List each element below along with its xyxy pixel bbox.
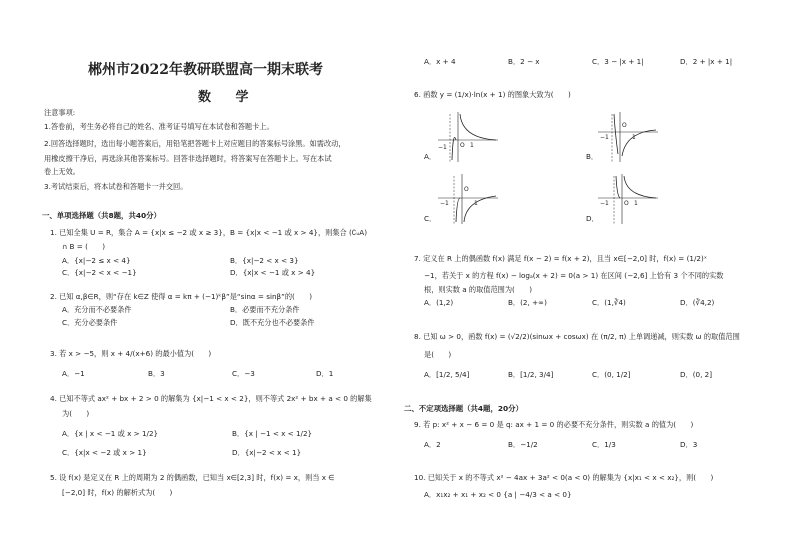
q9-option-a: A．2 (424, 440, 441, 449)
curve-right (464, 196, 496, 222)
curve-right (624, 176, 656, 198)
q4-stem-line1: 4. 已知不等式 ax² + bx + 2 > 0 的解集为 {x|−1 < x < 2}，则不等式 2x² + bx + a < 0 的解集 (50, 394, 372, 403)
notice-line-5: 3.考试结束后，将本试卷和答题卡一并交回。 (44, 182, 188, 191)
q2-option-a: A．充分而不必要条件 (62, 305, 132, 314)
q9-stem: 9. 若 p: x² + x − 6 = 0 是 q: ax + 1 = 0 的必要不充分条件，则实数 a 的值为( ) (414, 420, 694, 429)
q8-option-c: C．(0, 1/2] (592, 370, 631, 379)
tick-origin: O (464, 186, 469, 193)
q2-option-c: C．充分必要条件 (62, 318, 118, 327)
curve-left (452, 138, 456, 161)
tick-origin: O (460, 142, 465, 149)
section-2-heading: 二、不定项选择题（共4题，20分） (404, 404, 523, 413)
tick-origin: O (622, 122, 627, 129)
q5-option-d: D．2 + |x + 1| (680, 57, 733, 66)
q8-stem-line1: 8. 已知 ω > 0，函数 f(x) = (√2/2)(sinωx + cosωx) 在 (π/2, π) 上单调递减，则实数 ω 的取值范围 (414, 332, 740, 341)
q3-option-b: B．3 (148, 369, 165, 378)
q5-option-a: A．x + 4 (424, 57, 456, 66)
section-1-heading: 一、单项选择题（共8题，共40分） (42, 211, 161, 220)
q9-option-b: B．−1/2 (508, 440, 538, 449)
q7-option-b: B．(2, +∞) (508, 298, 547, 307)
q6-option-b-label: B． (586, 152, 599, 161)
tick-origin: O (624, 200, 629, 207)
q1-option-d: D．{x|x < −1 或 x > 4} (230, 268, 316, 277)
q4-option-b: B．{x | −1 < x < 1/2} (232, 429, 313, 438)
curve-left (614, 114, 618, 154)
q6-graph-b (596, 110, 660, 164)
q8-option-b: B．[1/2, 3/4] (508, 370, 554, 379)
q6-graph-a (436, 110, 500, 164)
q4-option-c: C．{x|x < −2 或 x > 1} (62, 448, 147, 457)
curve-left (616, 176, 620, 198)
q3-option-c: C．−3 (232, 369, 255, 378)
q2-option-d: D．既不充分也不必要条件 (230, 318, 315, 327)
notice-line-2: 2.回答选择题时，选出每小题答案后，用铅笔把答题卡上对应题目的答案标号涂黑。如需改动， (44, 139, 346, 148)
notice-line-1: 1.答卷前，考生务必将自己的姓名、准考证号填写在本试卷和答题卡上。 (44, 122, 274, 131)
tick-1: 1 (634, 200, 638, 207)
curve-right (460, 114, 496, 140)
q4-option-d: D．{x|−2 < x < 1} (232, 448, 302, 457)
q10-option-a: A．x₁x₂ + x₁ + x₂ < 0 {a | −4/3 < a < 0} (424, 490, 572, 499)
q7-option-c: C．(1,∛4) (592, 298, 626, 307)
q4-stem-line2: 为( ) (62, 409, 90, 418)
q7-stem-line2: −1，若关于 x 的方程 f(x) − logₐ(x + 2) = 0(a > 1) 在区间 (−2,6] 上恰有 3 个不同的实数 (424, 271, 724, 280)
notice-line-3: 用橡皮擦干净后，再选涂其他答案标号。回答非选择题时，将答案写在答题卡上。写在本试 (44, 154, 332, 163)
q6-option-c-label: C． (424, 214, 437, 223)
exam-title: 郴州市2022年教研联盟高一期末联考 (88, 62, 323, 78)
tick-neg1: −1 (600, 200, 609, 207)
q7-option-a: A．(1,2) (424, 298, 454, 307)
q6-graph-d-svg (596, 172, 660, 226)
notice-line-4: 卷上无效。 (44, 167, 80, 176)
q1-option-c: C．{x|−2 < x < −1} (62, 268, 137, 277)
q6-graph-c-svg (436, 172, 500, 226)
q5-option-c: C．3 − |x + 1| (592, 57, 644, 66)
q8-option-a: A．[1/2, 5/4] (424, 370, 470, 379)
q7-stem-line3: 根，则实数 a 的取值范围为( ) (424, 285, 533, 294)
q7-option-d: D．(∛4,2) (680, 298, 715, 307)
q6-option-d-label: D． (586, 214, 599, 223)
tick-neg1: −1 (438, 144, 447, 151)
curve-left (456, 198, 460, 222)
q5-stem-line2: [−2,0] 时，f(x) 的解析式为( ) (62, 488, 173, 497)
q9-option-c: C．1/3 (592, 440, 616, 449)
q1-option-a: A．{x|−2 ≤ x < 4} (62, 256, 131, 265)
q9-option-d: D．3 (680, 440, 698, 449)
q7-stem-line1: 7. 定义在 R 上的偶函数 f(x) 满足 f(x − 2) = f(x + 2)，且当 x∈[−2,0] 时，f(x) = (1/2)ˣ (414, 254, 707, 263)
q3-option-a: A．−1 (62, 369, 85, 378)
q1-stem-line2: ∩ B = ( ) (62, 242, 106, 251)
q3-stem: 3. 若 x > −5，则 x + 4/(x+6) 的最小值为( ) (50, 349, 212, 358)
q1-stem-line1: 1. 已知全集 U = R，集合 A = {x|x ≤ −2 或 x ≥ 3}，B = {x|x < −1 或 x > 4}，则集合 (∁ᵤA) (50, 228, 368, 237)
tick-1: 1 (474, 200, 478, 207)
q4-option-a: A．{x | x < −1 或 x > 1/2} (62, 429, 159, 438)
q6-graph-c (436, 172, 500, 226)
q5-stem-line1: 5. 设 f(x) 是定义在 R 上的周期为 2 的偶函数，已知当 x∈[2,3] 时，f(x) = x，则当 x ∈ (50, 473, 335, 482)
q6-graph-d (596, 172, 660, 226)
q2-option-b: B．必要而不充分条件 (230, 305, 300, 314)
q2-stem: 2. 已知 α,β∈R，则“存在 k∈Z 使得 α = kπ + (−1)ᵏβ”是“sinα = sinβ”的( ) (50, 292, 313, 301)
q8-option-d: D．(0, 2] (680, 370, 713, 379)
tick-neg1: −1 (440, 200, 449, 207)
exam-subject: 数 学 (198, 90, 259, 105)
q1-option-b: B．{x|−2 < x < 3} (230, 256, 299, 265)
q10-stem: 10. 已知关于 x 的不等式 x² − 4ax + 3a² < 0(a < 0) 的解集为 {x|x₁ < x < x₂}，则( ) (414, 473, 714, 482)
tick-1: 1 (470, 142, 474, 149)
q5-option-b: B．2 − x (508, 57, 540, 66)
q6-option-a-label: A． (424, 152, 437, 161)
q6-graph-a-svg (436, 110, 500, 164)
notice-heading: 注意事项: (44, 108, 76, 117)
tick-1: 1 (632, 134, 636, 141)
tick-neg1: −1 (600, 134, 609, 141)
q8-stem-line2: 是( ) (424, 350, 452, 359)
curve-right (622, 130, 656, 156)
q3-option-d: D．1 (316, 369, 334, 378)
q6-stem: 6. 函数 y = (1/x)·ln(x + 1) 的图象大致为( ) (414, 90, 571, 99)
